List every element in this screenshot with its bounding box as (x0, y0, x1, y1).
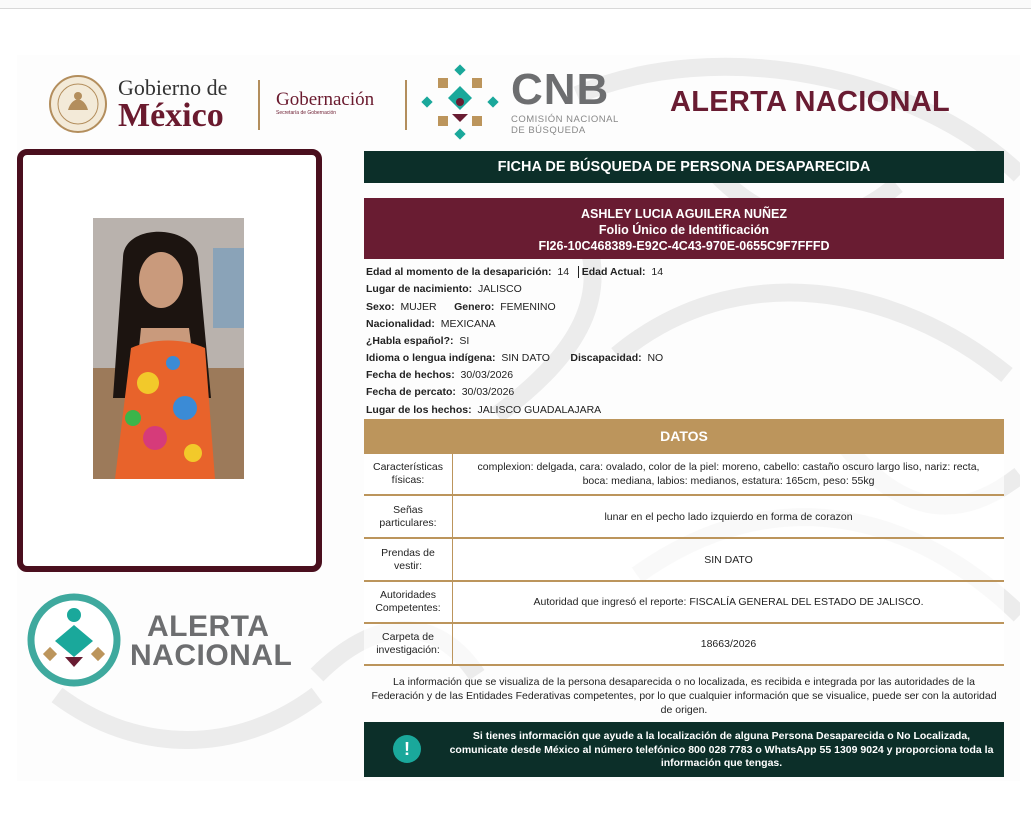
datos-row-label: Señas particulares: (364, 496, 453, 537)
genero-label: Genero: (454, 301, 495, 313)
datos-row-value: 18663/2026 (700, 638, 757, 650)
person-name: ASHLEY LUCIA AGUILERA NUÑEZ (580, 207, 788, 221)
fecha-hechos-value: 30/03/2026 (460, 369, 514, 381)
logo-divider (405, 80, 407, 130)
datos-row-caracteristicas (364, 454, 1004, 496)
missing-person-photo (93, 218, 244, 479)
gob-line2: México (118, 97, 224, 134)
folio-label: Folio Único de Identificación (598, 223, 770, 237)
cnb-logo-text: CNB (511, 65, 610, 114)
discapacidad-label: Discapacidad: (570, 352, 642, 364)
datos-row-label: Prendas de vestir: (364, 539, 453, 580)
nacionalidad-label: Nacionalidad: (366, 318, 435, 330)
nacimiento-label: Lugar de nacimiento: (366, 283, 473, 295)
fecha-hechos-label: Fecha de hechos: (366, 369, 455, 381)
contact-text: Si tienes información que ayude a la localización de alguna Persona Desaparecida o No Localizada, comunicate desde México al número telefónico 800 028 7783 o WhatsApp 55 1309 9024 y proporciona toda la información que tengas. (449, 730, 994, 769)
nacionalidad-value: MEXICANA (440, 318, 496, 330)
info-idioma-row (366, 352, 663, 364)
ficha-title: FICHA DE BÚSQUEDA DE PERSONA DESAPARECIDA (364, 151, 1004, 183)
exclamation-icon: ! (393, 735, 421, 763)
person-header (364, 198, 1004, 259)
genero-value: FEMENINO (500, 301, 556, 313)
habla-label: ¿Habla español?: (366, 335, 454, 347)
datos-row-prendas (364, 539, 1004, 582)
info-nacionalidad-row (366, 318, 496, 330)
lugar-hechos-label: Lugar de los hechos: (366, 404, 472, 416)
lugar-hechos-value: JALISCO GUADALAJARA (477, 404, 602, 416)
idioma-label: Idioma o lengua indígena: (366, 352, 496, 364)
habla-value: SI (459, 335, 470, 347)
datos-row-autoridades (364, 582, 1004, 624)
datos-row-value: SIN DATO (704, 553, 753, 566)
fecha-percato-label: Fecha de percato: (366, 386, 456, 398)
datos-row-senas (364, 496, 1004, 539)
alerta-nacional-emblem-icon (27, 593, 121, 687)
edad-desap-label: Edad al momento de la desaparición: (366, 266, 552, 278)
gobernacion-logo: Gobernación (276, 89, 375, 110)
alerta-nacional-line1: ALERTA (147, 610, 270, 643)
discapacidad-value: NO (647, 352, 664, 364)
datos-row-value: lunar en el pecho lado izquierdo en forma de corazon (604, 510, 853, 523)
info-lugar-hechos-row (366, 404, 601, 416)
sexo-value: MUJER (400, 301, 437, 313)
edad-actual-label: Edad Actual: (581, 266, 646, 278)
fecha-percato-value: 30/03/2026 (461, 386, 515, 398)
gobierno-mexico-logo (118, 77, 227, 133)
info-edad-row (366, 266, 663, 278)
mexico-coat-of-arms-icon (48, 74, 108, 134)
gob-line1: Gobierno de (118, 75, 228, 100)
edad-actual-value: 14 (651, 266, 664, 278)
info-fecha-hechos-row (366, 369, 513, 381)
cnb-subtitle (511, 114, 641, 136)
disclaimer-text: La información que se visualiza de la persona desaparecida o no localizada, es recibida e integrada por las autoridades de la Federación y de las Entidades Federativas competentes, por lo que cualquier información que se visualice, puede ser con la autoridad de origen. (371, 676, 997, 716)
datos-row-carpeta (364, 624, 1004, 666)
cnb-subtitle-line2: DE BÚSQUEDA (511, 125, 586, 136)
datos-row-value: Autoridad que ingresó el reporte: FISCALÍA GENERAL DEL ESTADO DE JALISCO. (533, 596, 924, 608)
info-fecha-percato-row (366, 386, 514, 398)
idioma-value: SIN DATO (501, 352, 550, 364)
info-sexo-row (366, 301, 556, 313)
folio-id: FI26-10C468389-E92C-4C43-970E-0655C9F7FFFD (538, 239, 830, 253)
cnb-subtitle-line1: COMISIÓN NACIONAL (511, 114, 619, 125)
datos-header: DATOS (364, 419, 1004, 454)
datos-row-label: Autoridades Competentes: (364, 582, 453, 622)
info-habla-row (366, 335, 469, 347)
info-nacimiento-row (366, 283, 522, 295)
edad-desap-value: 14 (557, 266, 570, 278)
cnb-emblem-icon (420, 64, 500, 140)
logo-divider (258, 80, 260, 130)
alerta-nacional-line2: NACIONAL (130, 639, 293, 672)
alert-title: ALERTA NACIONAL (670, 86, 950, 118)
sexo-label: Sexo: (366, 301, 395, 313)
datos-row-label: Características físicas: (364, 454, 453, 494)
datos-row-label: Carpeta de investigación: (364, 624, 453, 664)
datos-row-value: complexion: delgada, cara: ovalado, color de la piel: moreno, cabello: castaño oscuro largo liso, nariz: recta, boca: mediana, labios: medianos, estatura: 165cm, peso: 55kg (477, 461, 980, 487)
gobernacion-subtitle: Secretaría de Gobernación (276, 110, 337, 116)
nacimiento-value: JALISCO (478, 283, 522, 295)
contact-banner (364, 722, 1004, 777)
alerta-nacional-logo-text (130, 612, 292, 670)
browser-top-bar (0, 0, 1031, 9)
